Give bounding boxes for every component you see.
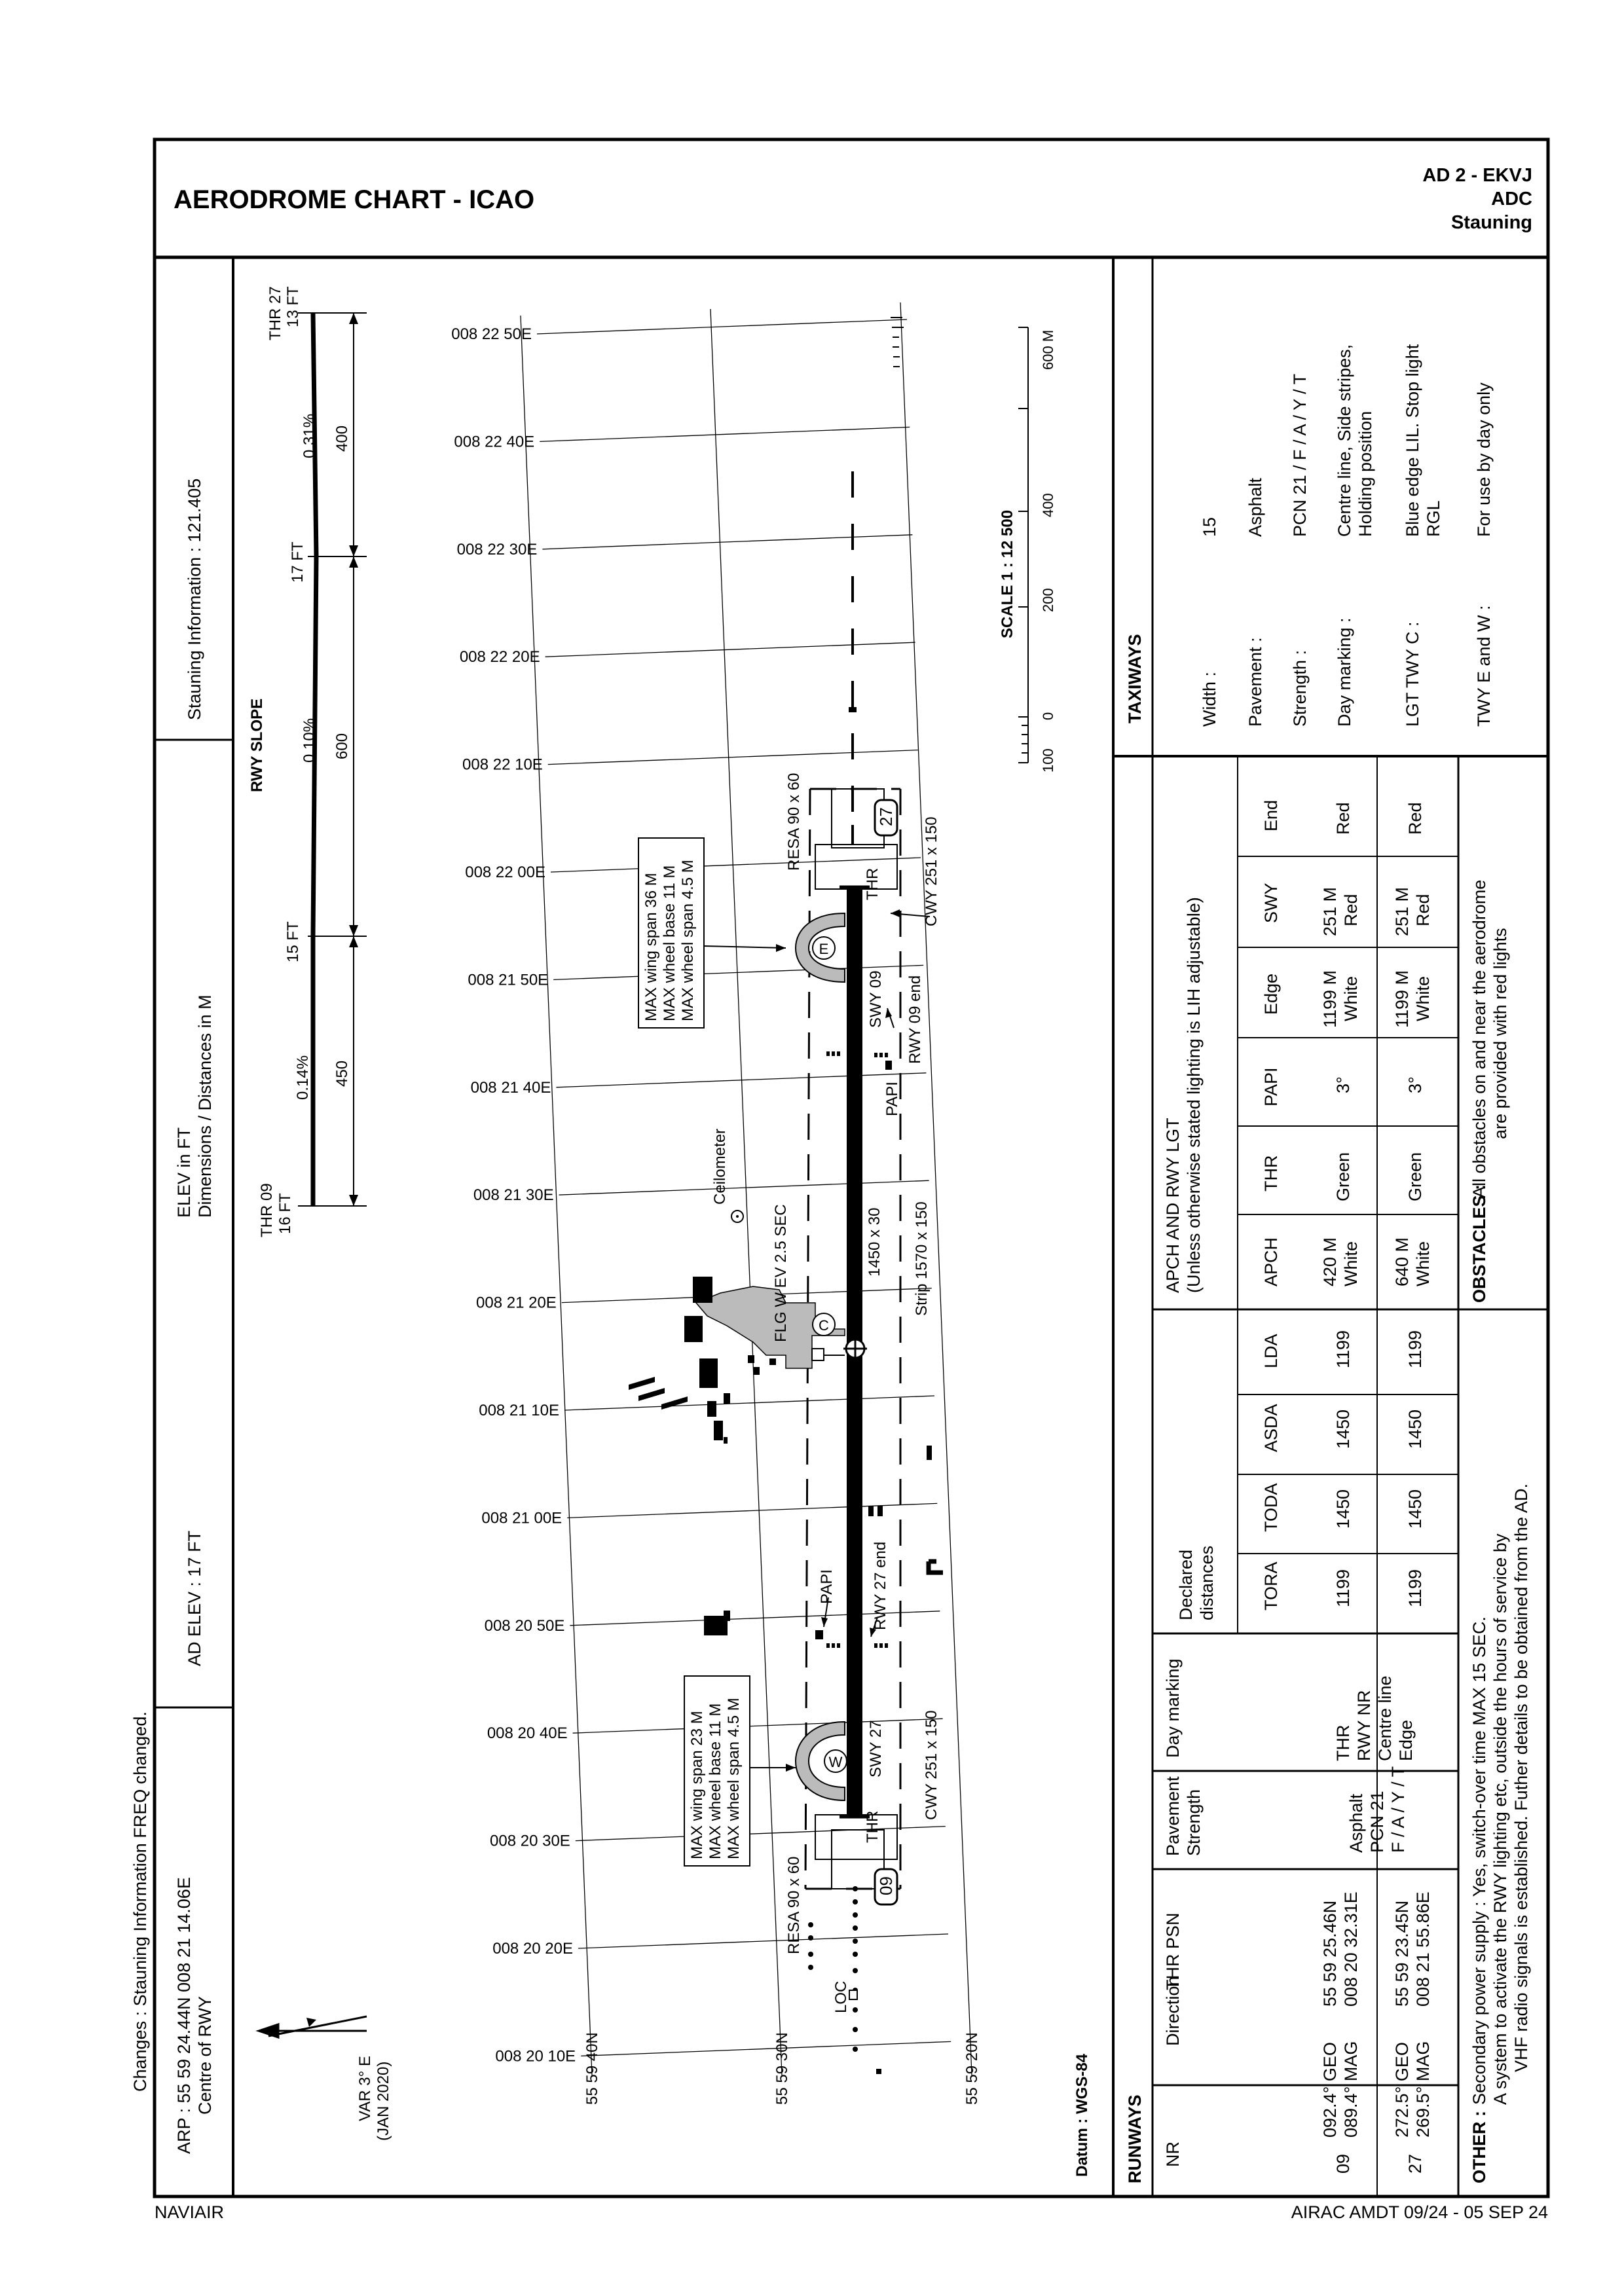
- rwy27-dir-mag: 269.5° MAG: [1413, 2041, 1433, 2138]
- beacon-label: FLG W EV 2.5 SEC: [772, 1204, 790, 1342]
- lon-label: 008 22 30E: [456, 540, 538, 558]
- lon-label: 008 21 50E: [468, 971, 549, 989]
- scale-tick-0: 0: [1040, 712, 1056, 720]
- other-text: Secondary power supply : Yes, switch-over time MAX 15 SEC.: [1469, 1616, 1489, 2105]
- cwy-09-label: CWY 251 x 150: [923, 1710, 940, 1820]
- scale-bar: [1018, 327, 1028, 763]
- scale-tick-600: 600 M: [1040, 329, 1056, 370]
- scale-tick-100: 100: [1040, 748, 1056, 773]
- rwy09-papi: 3°: [1333, 1076, 1353, 1093]
- twy-w-limit-1: MAX wing span 23 M: [688, 1711, 706, 1859]
- lon-label: 008 21 20E: [476, 1294, 557, 1312]
- twy-e-limit-2: MAX wheel base 11 M: [661, 865, 678, 1021]
- rwy09-apch: 420 M: [1320, 1237, 1340, 1286]
- rwy09-lda: 1199: [1333, 1330, 1353, 1368]
- col-nr: NR: [1163, 2141, 1183, 2167]
- rwy27-swy: 251 M: [1392, 886, 1412, 936]
- rwy09-thr: Green: [1333, 1152, 1353, 1201]
- obstacle: [927, 1446, 932, 1460]
- hdr-swy: SWY: [1261, 883, 1281, 923]
- rwy09-psn-lat: 55 59 25.46N: [1320, 1900, 1340, 2007]
- papi-27-label: PAPI: [818, 1569, 836, 1604]
- twy-daymark-value-2: Holding position: [1356, 410, 1375, 537]
- hdr-edge: Edge: [1261, 973, 1281, 1015]
- leader-line: [704, 946, 786, 948]
- variation-date: (JAN 2020): [375, 2061, 392, 2141]
- wind-indicator: [812, 1349, 824, 1360]
- col-declared: Declared: [1176, 1549, 1196, 1620]
- obstacles-label: OBSTACLES :: [1469, 1184, 1489, 1303]
- atis-frequency: Stauning Information : 121.405: [185, 478, 204, 720]
- thr09-label: THR: [864, 1810, 881, 1843]
- twy-ew-key: TWY E and W :: [1474, 605, 1494, 727]
- runways-title: RUNWAYS: [1125, 2094, 1145, 2183]
- cwy-27-label: CWY 251 x 150: [923, 816, 940, 926]
- rwy27-tora: 1199: [1405, 1569, 1425, 1607]
- rwy27-edge-colour: White: [1413, 975, 1433, 1021]
- lat-label-30: 55 59 30N: [773, 2032, 791, 2105]
- slope-thr09: THR 09: [258, 1183, 276, 1237]
- hdr-lda: LDA: [1261, 1334, 1281, 1368]
- lon-label: 008 22 20E: [459, 648, 540, 666]
- dimension-units: Dimensions / Distances in M: [195, 994, 215, 1218]
- rwy27-thr: Green: [1405, 1152, 1425, 1201]
- rwy27-toda: 1450: [1405, 1489, 1425, 1529]
- rwy-daymark-edge: Edge: [1396, 1719, 1416, 1761]
- slope-thr09-elev: 16 FT: [276, 1193, 294, 1234]
- arp-position: ARP : 55 59 24.44N 008 21 14.06E: [174, 1877, 194, 2154]
- scale-tick-400: 400: [1040, 493, 1056, 517]
- ad-elevation: AD ELEV : 17 FT: [185, 1530, 204, 1666]
- col-lighting: APCH AND RWY LGT: [1163, 1118, 1183, 1293]
- lon-line: [559, 1180, 929, 1195]
- other-text-2: A system to activate the RWY lighting etc, outside the hours of service by: [1490, 1533, 1510, 2105]
- rwy-daymark-nr: RWY NR: [1354, 1690, 1374, 1761]
- col-pavement: Pavement: [1163, 1776, 1183, 1856]
- rwy09-toda: 1450: [1333, 1489, 1353, 1529]
- twy-pavement-key: Pavement :: [1246, 637, 1265, 727]
- footer-amendment: AIRAC AMDT 09/24 - 05 SEP 24: [1291, 2202, 1548, 2222]
- slope-seg2-len: 600: [333, 733, 351, 759]
- slope-seg2-pct: 0.10%: [301, 718, 318, 763]
- rwy09-tora: 1199: [1333, 1569, 1353, 1607]
- rwy-daymark-cl: Centre line: [1375, 1675, 1395, 1761]
- strip-dimensions: Strip 1570 x 150: [913, 1201, 931, 1316]
- rwy09-dir-geo: 092.4° GEO: [1320, 2042, 1340, 2138]
- lon-label: 008 20 20E: [492, 1940, 573, 1958]
- changes-note: Changes : Stauning Information FREQ changed.: [130, 1711, 150, 2092]
- aerodrome-name: Stauning: [1450, 212, 1532, 233]
- lon-label: 008 21 40E: [470, 1078, 551, 1097]
- col-distances: distances: [1197, 1545, 1217, 1620]
- lon-label: 008 22 00E: [465, 864, 545, 881]
- resa-27-label: RESA 90 x 60: [785, 773, 803, 871]
- hdr-end: End: [1261, 799, 1281, 831]
- slope-point-1: 15 FT: [284, 921, 302, 962]
- twy-lgt-value: Blue edge LIL. Stop light: [1403, 344, 1422, 537]
- aerodrome-code: AD 2 - EKVJ: [1422, 165, 1532, 186]
- rwy09-asda: 1450: [1333, 1409, 1353, 1449]
- twy-lgt-key: LGT TWY C :: [1403, 621, 1422, 727]
- twy-w-limit-2: MAX wheel base 11 M: [707, 1703, 724, 1859]
- lon-line: [542, 535, 912, 549]
- lon-line: [578, 1934, 948, 1948]
- lon-line: [581, 2041, 951, 2056]
- rwy09-swy-colour: Red: [1341, 894, 1361, 926]
- twy-daymark-value: Centre line, Side stripes,: [1335, 344, 1354, 537]
- arp-note: Centre of RWY: [195, 1995, 215, 2115]
- rwy27-designator: 27: [876, 807, 896, 826]
- twy-strength-key: Strength :: [1290, 649, 1310, 727]
- twy-e-label: E: [819, 941, 829, 957]
- twy-e-limit-3: MAX wheel span 4.5 M: [679, 860, 697, 1021]
- rwy27-papi: 3°: [1405, 1076, 1425, 1093]
- rwy27-nr: 27: [1405, 2153, 1425, 2174]
- lon-label: 008 20 10E: [495, 2047, 576, 2066]
- taxiways-title: TAXIWAYS: [1125, 634, 1145, 723]
- rwy09-dir-mag: 089.4° MAG: [1341, 2041, 1361, 2138]
- rwy09-designator: 09: [876, 1876, 896, 1895]
- rwy09-edge: 1199 M: [1320, 970, 1340, 1028]
- building: [684, 1316, 703, 1342]
- col-lighting-note: (Unless otherwise stated lighting is LIH adjustable): [1184, 897, 1204, 1293]
- scale-tick-200: 200: [1040, 588, 1056, 612]
- lat-label-20: 55 59 20N: [963, 2032, 981, 2105]
- lon-label: 008 22 10E: [462, 756, 543, 774]
- obstacle: [929, 1561, 943, 1573]
- lon-label: 008 21 30E: [473, 1186, 554, 1205]
- variation-label: VAR 3° E: [356, 2056, 374, 2121]
- hdr-tora: TORA: [1261, 1561, 1281, 1611]
- col-strength: Strength: [1184, 1789, 1204, 1856]
- obstacles-text: All obstacles on and near the aerodrome: [1469, 879, 1489, 1198]
- swy27-label: SWY 27: [867, 1720, 885, 1777]
- runways-table: [1125, 800, 1531, 2183]
- lon-label: 008 22 40E: [454, 433, 535, 451]
- rwy-pavement: Asphalt: [1346, 1793, 1366, 1853]
- rwy09-end: Red: [1333, 802, 1353, 835]
- lon-label: 008 20 50E: [484, 1616, 565, 1635]
- slope-seg1-len: 450: [333, 1060, 351, 1087]
- thr27-label: THR: [864, 867, 881, 900]
- obstacles-text-2: are provided with red lights: [1490, 928, 1510, 1139]
- rwy-pcn: PCN 21: [1367, 1791, 1387, 1853]
- localizer-symbol: [849, 1990, 857, 1999]
- rwy27-psn-lat: 55 59 23.45N: [1392, 1900, 1412, 2007]
- lon-label: 008 22 50E: [451, 325, 532, 343]
- rwy09-psn-lon: 008 20 32.31E: [1341, 1891, 1361, 2007]
- ceilometer-label: Ceilometer: [711, 1128, 729, 1205]
- other-label: OTHER :: [1469, 2111, 1489, 2183]
- rwy27-dir-geo: 272.5° GEO: [1392, 2042, 1412, 2138]
- col-direction: Direction: [1163, 1976, 1183, 2046]
- hdr-thr: THR: [1261, 1155, 1281, 1192]
- twy-c-label: C: [819, 1317, 829, 1334]
- slope-seg1-pct: 0.14%: [294, 1055, 312, 1100]
- approach-lights-09: [808, 1886, 858, 2052]
- lon-line: [564, 1396, 934, 1410]
- twy-w-limit-3: MAX wheel span 4.5 M: [725, 1698, 743, 1859]
- twy-ew-value: For use by day only: [1474, 382, 1494, 537]
- rwy27-lda: 1199: [1405, 1330, 1425, 1368]
- lon-line: [540, 427, 910, 441]
- rwy27-apch: 640 M: [1392, 1237, 1412, 1286]
- twy-w-label: W: [828, 1754, 843, 1770]
- footer-publisher: NAVIAIR: [155, 2202, 225, 2222]
- hdr-asda: ASDA: [1261, 1404, 1281, 1452]
- slope-seg3-pct: 0.31%: [301, 413, 318, 458]
- rwy09-swy: 251 M: [1320, 886, 1340, 936]
- taxiways-table: [1125, 344, 1494, 727]
- rwy27-end: Red: [1405, 802, 1425, 835]
- hdr-papi: PAPI: [1261, 1067, 1281, 1106]
- lon-label: 008 21 00E: [481, 1509, 563, 1527]
- twy-lgt-value-2: RGL: [1424, 500, 1443, 537]
- chart-title: AERODROME CHART - ICAO: [174, 185, 535, 214]
- rwy-pcn-code: F / A / Y / T: [1388, 1766, 1408, 1853]
- slope-title: RWY SLOPE: [248, 698, 266, 792]
- rwy09-edge-colour: White: [1341, 975, 1361, 1021]
- twy-width-key: Width :: [1200, 671, 1219, 727]
- lon-line: [573, 1719, 943, 1733]
- rwy-daymark-thr: THR: [1333, 1724, 1353, 1761]
- slope-thr27-elev: 13 FT: [284, 286, 302, 327]
- twy-pavement-value: Asphalt: [1246, 477, 1265, 537]
- chart-type: ADC: [1491, 189, 1532, 210]
- lon-line: [548, 750, 918, 765]
- rwy09-nr: 09: [1333, 2153, 1353, 2174]
- slope-point-2: 17 FT: [289, 541, 306, 583]
- other-text-3: VHF radio signals is established. Futher details to be obtained from the AD.: [1511, 1484, 1531, 2072]
- lon-label: 008 20 40E: [487, 1724, 568, 1743]
- hangar-building: [693, 1277, 712, 1303]
- col-thr-psn: THR PSN: [1163, 1912, 1183, 1990]
- lon-line: [537, 319, 907, 334]
- twy-width-value: 15: [1200, 517, 1219, 537]
- elevation-units: ELEV in FT: [174, 1127, 194, 1218]
- runway-dimensions: 1450 x 30: [866, 1207, 883, 1277]
- col-day-marking: Day marking: [1163, 1658, 1183, 1758]
- rwy27-psn-lon: 008 21 55.86E: [1413, 1891, 1433, 2007]
- slope-seg3-len: 400: [333, 425, 351, 452]
- slope-thr27: THR 27: [267, 286, 284, 340]
- rwy09-apch-colour: White: [1341, 1241, 1361, 1286]
- resa-09-label: RESA 90 x 60: [785, 1856, 803, 1954]
- lon-line: [545, 642, 915, 657]
- scale-title: SCALE 1 : 12 500: [999, 509, 1016, 638]
- lat-label-40: 55 59 40N: [583, 2032, 601, 2105]
- twy-daymark-key: Day marking :: [1335, 617, 1354, 727]
- rwy27-end-label: RWY 27 end: [872, 1541, 889, 1630]
- lon-label: 008 20 30E: [490, 1832, 570, 1850]
- rwy27-asda: 1450: [1405, 1409, 1425, 1449]
- rwy09-end-label: RWY 09 end: [906, 975, 924, 1064]
- lon-line: [576, 1827, 946, 1841]
- building: [699, 1358, 718, 1388]
- hdr-toda: TODA: [1261, 1483, 1281, 1532]
- swy09-label: SWY 09: [867, 970, 885, 1028]
- twy-e-limit-1: MAX wing span 36 M: [642, 873, 660, 1021]
- rwy27-swy-colour: Red: [1413, 894, 1433, 926]
- papi-09-label: PAPI: [883, 1082, 901, 1116]
- obstacle-bar: [629, 1377, 655, 1390]
- lon-label: 008 21 10E: [479, 1402, 559, 1419]
- twy-strength-value: PCN 21 / F / A / Y / T: [1290, 373, 1310, 537]
- rwy27-apch-colour: White: [1413, 1241, 1433, 1286]
- rwy27-edge: 1199 M: [1392, 970, 1412, 1028]
- loc-label: LOC: [832, 1980, 850, 2013]
- datum-label: Datum : WGS-84: [1073, 2053, 1091, 2177]
- hdr-apch: APCH: [1261, 1237, 1281, 1286]
- north-arrow: [259, 2016, 367, 2037]
